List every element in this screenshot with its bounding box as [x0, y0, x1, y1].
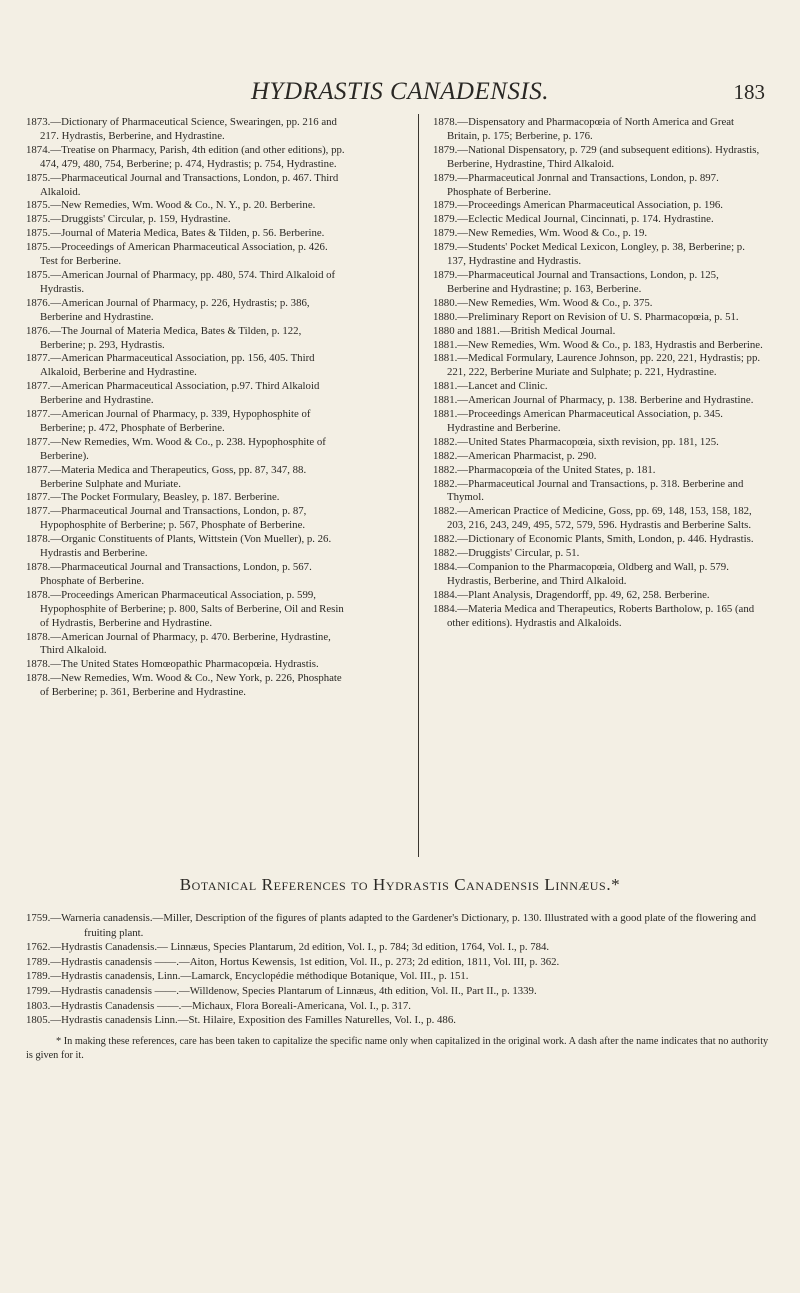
reference-entry: 1875.—New Remedies, Wm. Wood & Co., N. Y., p. 20. Berberine. — [26, 199, 316, 212]
reference-entry: 1759.—Warneria canadensis.—Miller, Description of the figures of plants adapted to the Gardener's Dictionary, p. 130. Illustrated with a good plate of the flowering and fruiting plant. — [26, 912, 757, 939]
reference-entry: 1877.—American Pharmaceutical Association, pp. 156, 405. Third Alkaloid, Berberine and Hydrastine. — [26, 352, 315, 379]
right-column — [433, 116, 763, 631]
reference-entry: 1880.—Preliminary Report on Revision of U. S. Pharmacopœia, p. 51. — [433, 310, 739, 323]
reference-entry: 1878.—American Journal of Pharmacy, p. 470. Berberine, Hydrastine, Third Alkaloid. — [26, 630, 331, 657]
reference-entry: 1879.—Pharmaceutical Journal and Transactions, London, p. 125, Berberine and Hydrastine; p. 163, Berberine. — [433, 268, 719, 295]
reference-entry: 1874.—Treatise on Pharmacy, Parish, 4th edition (and other editions), pp. 474, 479, 480, 754, Berberine; p. 474, Hydrastis; p. 754, Hydrastine. — [26, 143, 345, 170]
reference-entry: 1879.—National Dispensatory, p. 729 (and subsequent editions). Hydrastis, Berberine, Hydrastine, Third Alkaloid. — [433, 143, 760, 170]
reference-entry: 1884.—Plant Analysis, Dragendorff, pp. 49, 62, 258. Berberine. — [433, 588, 710, 601]
reference-entry: 1879.—Eclectic Medical Journal, Cincinnati, p. 174. Hydrastine. — [433, 213, 714, 226]
reference-entry: 1805.—Hydrastis canadensis Linn.—St. Hilaire, Exposition des Familles Naturelles, Vol. I., p. 486. — [26, 1014, 456, 1027]
reference-entry: 1877.—American Journal of Pharmacy, p. 339, Hypophosphite of Berberine; p. 472, Phosphate of Berberine. — [26, 408, 311, 434]
reference-entry: 1881.—Lancet and Clinic. — [433, 380, 548, 393]
reference-entry: 1882.—Dictionary of Economic Plants, Smith, London, p. 446. Hydrastis. — [433, 533, 754, 546]
reference-entry: 1877.—Materia Medica and Therapeutics, Goss, pp. 87, 347, 88. Berberine Sulphate and Muriate. — [26, 463, 307, 490]
reference-entry: 1881.—New Remedies, Wm. Wood & Co., p. 183, Hydrastis and Berberine. — [433, 338, 763, 351]
reference-entry: 1876.—The Journal of Materia Medica, Bates & Tilden, p. 122, Berberine; p. 293, Hydrastis. — [26, 324, 302, 351]
reference-entry: 1878.—Pharmaceutical Journal and Transactions, London, p. 567. Phosphate of Berberine. — [26, 561, 312, 587]
botanical-references — [26, 911, 771, 1028]
reference-entry: 1875.—Journal of Materia Medica, Bates & Tilden, p. 56. Berberine. — [26, 227, 325, 240]
reference-entry: 1879.—Pharmaceutical Jonrnal and Transactions, London, p. 897. Phosphate of Berberine. — [433, 171, 719, 198]
reference-entry: 1878.—Organic Constituents of Plants, Wittstein (Von Mueller), p. 26. Hydrastis and Berberine. — [26, 533, 332, 560]
reference-entry: 1877.—New Remedies, Wm. Wood & Co., p. 238. Hypophosphite of Berberine). — [26, 435, 326, 462]
footnote: * In making these references, care has been taken to capitalize the specific name only when capitalized in the original work. A dash after the name indicates that no authority is given for it. — [26, 1036, 769, 1061]
reference-entry: 1789.—Hydrastis canadensis, Linn.—Lamarck, Encyclopédie méthodique Botanique, Vol. III., p. 151. — [26, 970, 469, 983]
reference-entry: 1873.—Dictionary of Pharmaceutical Science, Swearingen, pp. 216 and 217. Hydrastis, Berberine, and Hydrastine. — [26, 116, 337, 142]
reference-entry: 1878.—Dispensatory and Pharmacopœia of North America and Great Britain, p. 175; Berberine, p. 176. — [433, 116, 735, 142]
reference-entry: 1881.—Proceedings American Pharmaceutical Association, p. 345. Hydrastine and Berberine. — [433, 408, 723, 434]
reference-entry: 1879.—New Remedies, Wm. Wood & Co., p. 19. — [433, 227, 648, 240]
left-column — [26, 116, 346, 700]
reference-entry: 1881.—Medical Formulary, Laurence Johnson, pp. 220, 221, Hydrastis; pp. 221, 222, Berberine Muriate and Sulphate; p. 221, Hydrastine. — [433, 352, 761, 379]
reference-entry: 1799.—Hydrastis canadensis ——.—Willdenow, Species Plantarum of Linnæus, 4th edition, Vol. II., Part II., p. 1339. — [26, 984, 537, 997]
reference-entry: 1884.—Companion to the Pharmacopœia, Oldberg and Wall, p. 579. Hydrastis, Berberine, and Third Alkaloid. — [433, 561, 729, 587]
reference-entry: 1875.—American Journal of Pharmacy, pp. 480, 574. Third Alkaloid of Hydrastis. — [26, 268, 336, 295]
reference-entry: 1882.—Druggists' Circular, p. 51. — [433, 547, 580, 560]
reference-entry: 1762.—Hydrastis Canadensis.— Linnæus, Species Plantarum, 2d edition, Vol. I., p. 784; 3d edition, 1764, Vol. I., p. 784. — [26, 941, 550, 954]
reference-entry: 1875.—Proceedings of American Pharmaceutical Association, p. 426. Test for Berberine. — [26, 241, 328, 268]
reference-entry: 1875.—Pharmaceutical Journal and Transactions, London, p. 467. Third Alkaloid. — [26, 171, 339, 198]
reference-entry: 1876.—American Journal of Pharmacy, p. 226, Hydrastis; p. 386, Berberine and Hydrastine. — [26, 296, 310, 323]
reference-entry: 1879.—Proceedings American Pharmaceutical Association, p. 196. — [433, 199, 723, 212]
reference-entry: 1877.—Pharmaceutical Journal and Transactions, London, p. 87, Hypophosphite of Berberine; p. 567, Phosphate of Berberine. — [26, 505, 307, 532]
reference-entry: 1877.—American Pharmaceutical Association, p.97. Third Alkaloid Berberine and Hydrastine. — [26, 380, 320, 407]
page-number: 183 — [733, 80, 765, 104]
reference-entry: 1875.—Druggists' Circular, p. 159, Hydrastine. — [26, 213, 231, 226]
reference-entry: 1878.—The United States Homœopathic Pharmacopœia. Hydrastis. — [26, 658, 319, 671]
running-title: HYDRASTIS CANADENSIS. — [251, 78, 549, 105]
reference-entry: 1882.—American Practice of Medicine, Goss, pp. 69, 148, 153, 158, 182, 203, 216, 243, 249, 495, 572, 579, 596. Hydrastis and Berberine Salts. — [433, 505, 752, 532]
section-heading: Botanical References to Hydrastis Canadensis Linnæus.* — [179, 875, 621, 894]
reference-entry: 1880 and 1881.—British Medical Journal. — [433, 324, 616, 337]
reference-entry: 1882.—Pharmaceutical Journal and Transactions, p. 318. Berberine and Thymol. — [433, 477, 744, 504]
reference-entry: 1884.—Materia Medica and Therapeutics, Roberts Bartholow, p. 165 (and other editions). Hydrastis and Alkaloids. — [433, 602, 755, 629]
reference-entry: 1881.—American Journal of Pharmacy, p. 138. Berberine and Hydrastine. — [433, 394, 754, 407]
reference-entry: 1879.—Students' Pocket Medical Lexicon, Longley, p. 38, Berberine; p. 137, Hydrastine and Hydrastis. — [433, 241, 745, 268]
reference-entry: 1803.—Hydrastis Canadensis ——.—Michaux, Flora Boreali-Americana, Vol. I., p. 317. — [26, 999, 411, 1012]
reference-entry: 1789.—Hydrastis canadensis ——.—Aiton, Hortus Kewensis, 1st edition, Vol. II., p. 273; 2d edition, 1811, Vol. III, p. 362. — [26, 955, 560, 968]
reference-entry: 1878.—Proceedings American Pharmaceutical Association, p. 599, Hypophosphite of Berberine; p. 800, Salts of Berberine, Oil and Resin of Hydrastis, Berberine and Hydrastine. — [26, 588, 344, 629]
reference-entry: 1880.—New Remedies, Wm. Wood & Co., p. 375. — [433, 296, 653, 309]
column-divider — [418, 114, 419, 857]
reference-entry: 1877.—The Pocket Formulary, Beasley, p. 187. Berberine. — [26, 491, 280, 504]
reference-entry: 1882.—American Pharmacist, p. 290. — [433, 449, 597, 462]
reference-entry: 1882.—Pharmacopœia of the United States, p. 181. — [433, 463, 656, 476]
reference-entry: 1882.—United States Pharmacopœia, sixth revision, pp. 181, 125. — [433, 435, 719, 448]
page-header — [0, 78, 800, 108]
reference-entry: 1878.—New Remedies, Wm. Wood & Co., New York, p. 226, Phosphate of Berberine; p. 361, Berberine and Hydrastine. — [26, 672, 342, 699]
